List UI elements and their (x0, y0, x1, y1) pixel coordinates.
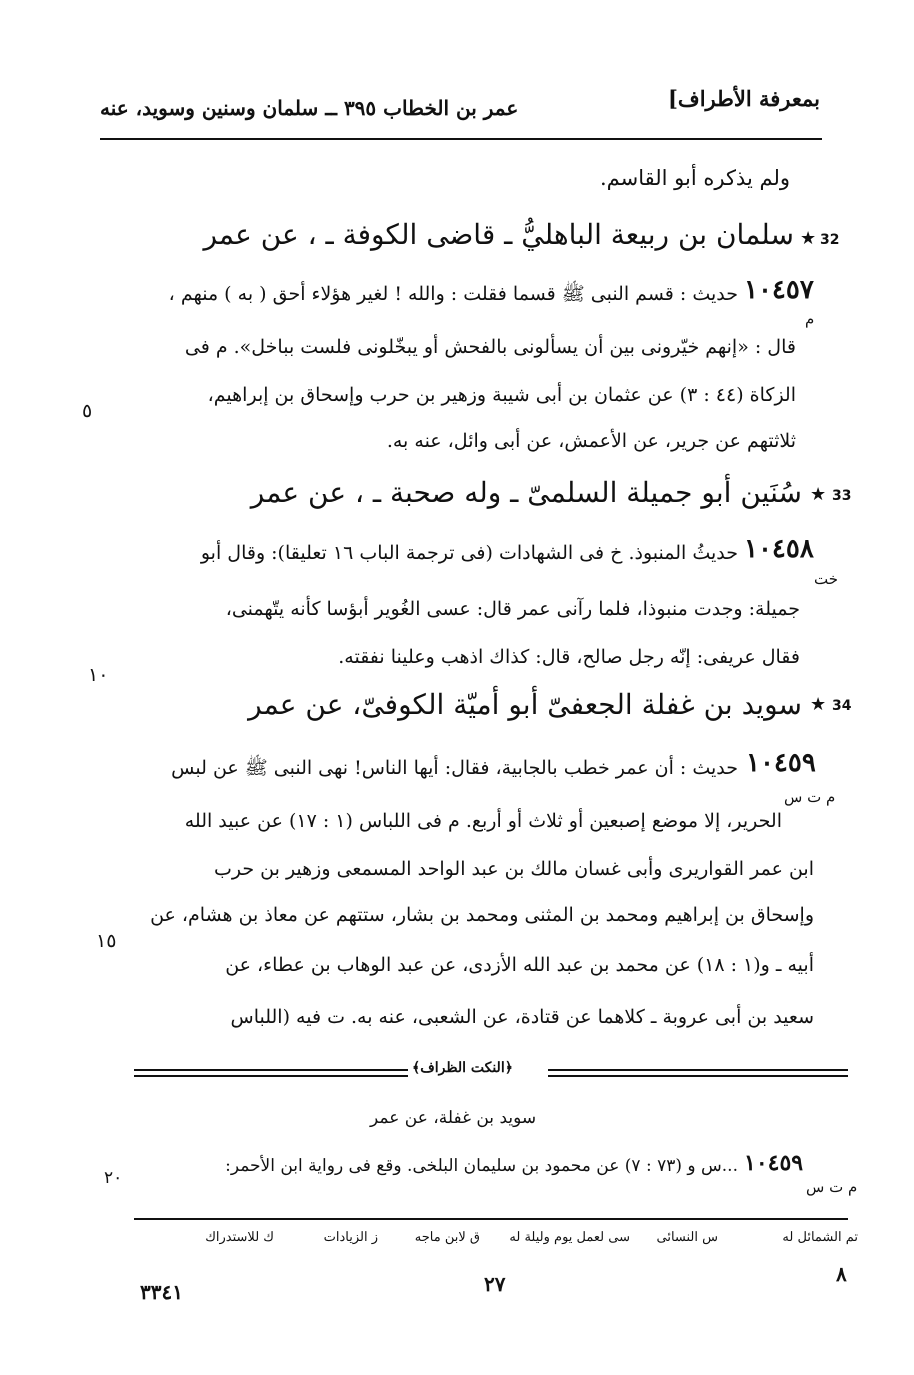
hadith-10459-line-2: الحرير، إلا موضع إصبعين أو ثلاث أو أربع. م فى اللباس (١ : ١٧) عن عبيد الله (184, 810, 782, 832)
section-32-title: سلمان بن ربيعة الباهليُّ ـ قاضى الكوفة ـ ، عن عمر (203, 218, 794, 251)
page-number: ٢٧ (484, 1272, 506, 1296)
nukat-rule-left-2 (134, 1075, 408, 1077)
section-32-marker: 32 (820, 232, 840, 248)
margin-number-5: ٥ (82, 400, 93, 422)
hadith-10458-line-2: جميلة: وجدت منبوذا، فلما رآنى عمر قال: عسى الغُوير أبؤسا كأنه يتّهمنى، (225, 598, 800, 620)
header-section-label: بمعرفة الأطراف] (668, 86, 820, 111)
margin-number-15: ١٥ (96, 930, 117, 952)
abbrev-item-3: سى لعمل يوم وليلة له (509, 1230, 630, 1245)
abbrev-item-1: تم الشمائل له (782, 1230, 858, 1245)
nukat-sigla: م ت س (806, 1178, 858, 1196)
nukat-number: ١٠٤٥٩ (744, 1150, 804, 1176)
hadith-10458-sigla: خت (814, 570, 839, 588)
section-34-star-icon: ★ (810, 694, 827, 715)
hadith-10458-number: ١٠٤٥٨ (744, 534, 814, 564)
nukat-heading: سويد بن غفلة، عن عمر (370, 1108, 537, 1128)
hadith-10459-number: ١٠٤٥٩ (746, 748, 816, 778)
margin-number-10: ١٠ (88, 664, 109, 686)
section-34-title: سويد بن غفلة الجعفىّ أبو أميّة الكوفىّ، عن عمر (248, 688, 802, 721)
hadith-10457-number: ١٠٤٥٧ (744, 275, 814, 305)
header-rule (100, 138, 822, 140)
nukat-line: ...س و (٧٣ : ٧) عن محمود بن سليمان البلخى. وقع فى رواية ابن الأحمر: (225, 1156, 738, 1176)
hadith-10459-line-4: وإسحاق بن إبراهيم ومحمد بن المثنى ومحمد بن بشار، ستتهم عن معاذ بن هشام، عن (150, 904, 814, 926)
nukat-rule-right-1 (548, 1069, 848, 1071)
section-33-marker: 33 (832, 488, 852, 504)
abbrev-item-4: ق لابن ماجه (414, 1230, 480, 1245)
section-33-title: سُنَين أبو جميلة السلمىّ ـ وله صحبة ـ ، عن عمر (250, 476, 802, 509)
abbrev-item-2: س النسائى (656, 1230, 718, 1245)
section-32-star-icon: ★ (800, 228, 817, 249)
hadith-10457-sigla: م (805, 310, 815, 328)
abbreviations-rule (134, 1218, 848, 1220)
hadith-10459-line-5: أبيه ـ و(١ : ١٨) عن محمد بن عبد الله الأزدى، عن عبد الوهاب بن عطاء، عن (225, 954, 814, 976)
hadith-10459-sigla: م ت س (784, 788, 836, 806)
footer-part-number: ٨ (836, 1262, 847, 1286)
intro-line: ولم يذكره أبو القاسم. (599, 166, 790, 190)
hadith-10457-line-4: ثلاثتهم عن جرير، عن الأعمش، عن أبى وائل، عنه به. (386, 430, 796, 452)
nukat-rule-right-2 (548, 1075, 848, 1077)
nukat-rule-left-1 (134, 1069, 408, 1071)
header-running-title: عمر بن الخطاب ٣٩٥ ــ سلمان وسنين وسويد، عنه (100, 96, 519, 120)
abbrev-item-6: ك للاستدراك (205, 1230, 274, 1245)
hadith-10457-line-1: حديث : قسم النبى ﷺ قسما فقلت : والله ! لغير هؤلاء أحق ( به ) منهم ، (168, 283, 738, 305)
section-34-marker: 34 (832, 698, 852, 714)
hadith-10459-line-6: سعيد بن أبى عروبة ـ كلاهما عن قتادة، عن الشعبى، عنه به. ت فيه (اللباس (230, 1006, 814, 1028)
footer-volume-number: ٣٣٤١ (140, 1280, 183, 1304)
abbrev-item-5: ز الزيادات (323, 1230, 378, 1245)
margin-number-20: ٢٠ (104, 1168, 123, 1188)
hadith-10457-line-2: قال : «إنهم خيّرونى بين أن يسألونى بالفحش أو يبخّلونى فلست بباخل». م فى (184, 336, 796, 358)
hadith-10459-line-3: ابن عمر القواريرى وأبى غسان مالك بن عبد الواحد المسمعى وزهير بن حرب (214, 858, 814, 880)
hadith-10459-line-1: حديث : أن عمر خطب بالجابية، فقال: أيها الناس! نهى النبى ﷺ عن لبس (171, 757, 738, 779)
hadith-10458-line-3: فقال عريفى: إنّه رجل صالح، قال: كذاك اذهب وعلينا نفقته. (338, 646, 800, 668)
section-33-star-icon: ★ (810, 484, 827, 505)
hadith-10458-line-1: حديثُ المنبوذ. خ فى الشهادات (فى ترجمة الباب ١٦ تعليقا): وقال أبو (200, 542, 738, 564)
nukat-divider-label: ﴿النكت الظراف﴾ (412, 1060, 513, 1076)
hadith-10457-line-3: الزكاة (٤٤ : ٣) عن عثمان بن أبى شيبة وزهير بن حرب وإسحاق بن إبراهيم، (207, 384, 796, 406)
